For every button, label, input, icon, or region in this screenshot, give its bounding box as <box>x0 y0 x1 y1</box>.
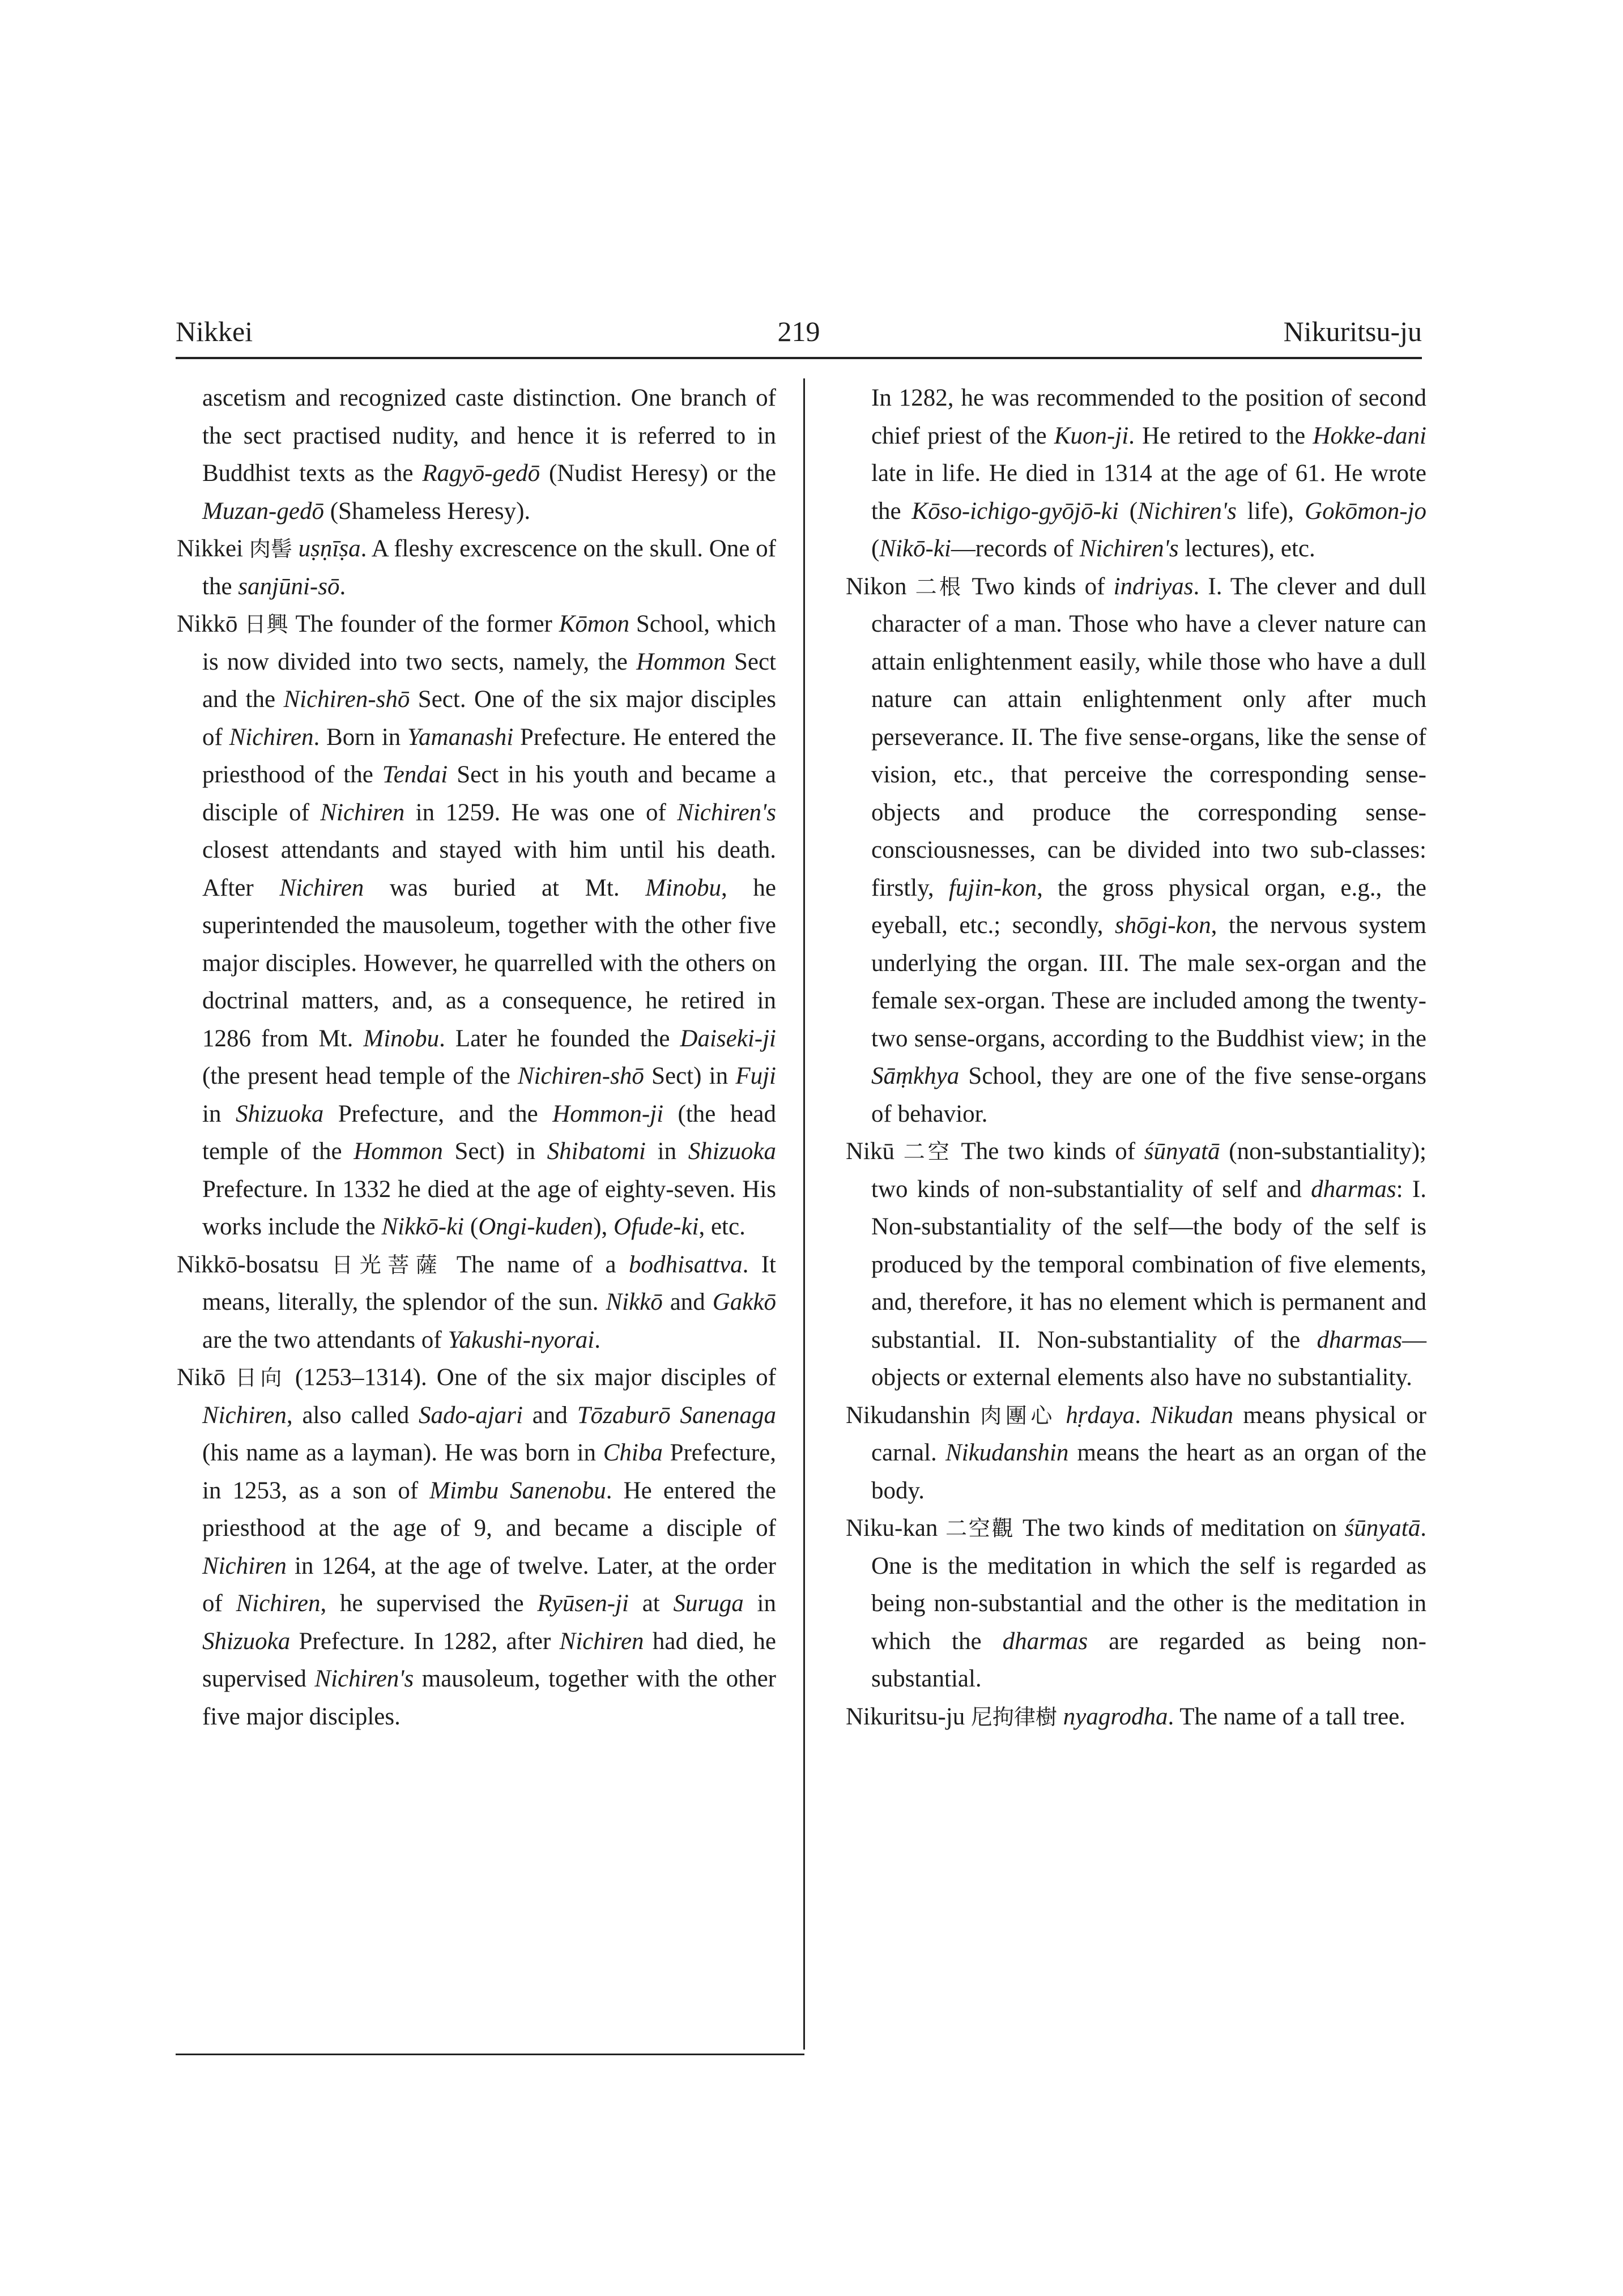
header-rule <box>176 357 1422 359</box>
entry-definition: The two kinds of śūnyatā (non-substantiality); two kinds of non-substantiality of self and dharmas: I. Non-substantiality of the self—the body of the self is produced by the temporal combination of five elements, and, therefore, it has no element which is permanent and substantial. II. Non-substantiality of the dharmas—objects or external elements also have no substantiality. <box>871 1138 1426 1391</box>
running-head <box>176 309 1422 354</box>
entry-definition: nyagrodha. The name of a tall tree. <box>1063 1703 1405 1730</box>
entry-headword: Nikuritsu-ju <box>846 1703 965 1730</box>
right-column <box>846 380 1426 1736</box>
dictionary-entry <box>846 568 1426 1134</box>
dictionary-entry <box>846 1133 1426 1397</box>
entry-headword: Nikudanshin <box>846 1402 970 1429</box>
entry-definition: The two kinds of meditation on śūnyatā. One is the meditation in which the self is regarded as being non-substantial and the other is the meditation in which the dharmas are regarded as being non-substantial. <box>871 1515 1427 1692</box>
entry-headword: Nikkei <box>177 535 244 562</box>
entry-kanji: 日光菩薩 <box>331 1252 444 1277</box>
continued-entry-text <box>846 380 1426 568</box>
entry-definition: The founder of the former Kōmon School, which is now divided into two sects, namely, the Hommon Sect and the Nichiren-shō Sect. One of the six major disciples of Nichiren. Born in Yamanashi Prefecture. He entered the priesthood of the Tendai Sect in his youth and became a disciple of Nichiren in 1259. He was one of Nichiren's closest attendants and stayed with him until his death. After Nichiren was buried at Mt. Minobu, he superintended the mausoleum, together with the other five major disciples. However, he quarrelled with the others on doctrinal matters, and, as a consequence, he retired in 1286 from Mt. Minobu. Later he founded the Daiseki-ji (the present head temple of the Nichiren-shō Sect) in Fuji in Shizuoka Prefecture, and the Hommon-ji (the head temple of the Hommon Sect) in Shibatomi in Shizuoka Prefecture. In 1332 he died at the age of eighty-seven. His works include the Nikkō-ki (Ongi-kuden), Ofude-ki, etc. <box>202 611 777 1240</box>
entry-definition: hṛdaya. Nikudan means physical or carnal. Nikudanshin means the heart as an organ of the body. <box>871 1402 1426 1504</box>
header-right-guide-word: Nikuritsu-ju <box>1283 316 1422 347</box>
entry-definition: (1253–1314). One of the six major disciples of Nichiren, also called Sado-ajari and Tōzaburō Sanenaga (his name as a layman). He was born in Chiba Prefecture, in 1253, as a son of Mimbu Sanenobu. He entered the priesthood at the age of 9, and became a disciple of Nichiren in 1264, at the age of twelve. Later, at the order of Nichiren, he supervised the Ryūsen-ji at Suruga in Shizuoka Prefecture. In 1282, after Nichiren had died, he supervised Nichiren's mausoleum, together with the other five major disciples. <box>202 1364 777 1730</box>
entry-headword: Nikō <box>177 1364 225 1391</box>
entry-headword: Niku-kan <box>846 1515 938 1541</box>
continued-entry-text <box>177 380 776 530</box>
entry-headword: Nikon <box>846 573 907 600</box>
entry-kanji: 肉團心 <box>980 1403 1056 1428</box>
dictionary-entry <box>177 530 776 606</box>
dictionary-entry <box>177 1359 776 1736</box>
entry-definition: In 1282, he was recommended to the position of second chief priest of the Kuon-ji. He retired to the Hokke-dani late in life. He died in 1314 at the age of 61. He wrote the Kōso-ichigo-gyōjō-ki (Nichiren's life), Gokōmon-jo (Nikō-ki—records of Nichiren's lectures), etc. <box>871 385 1426 562</box>
entry-kanji: 二空 <box>903 1139 952 1164</box>
dictionary-entry <box>846 1397 1426 1510</box>
entry-definition: uṣṇīṣa. A fleshy excrescence on the skull. One of the sanjūni-sō. <box>202 535 776 600</box>
left-column <box>177 380 776 1736</box>
dictionary-entry <box>177 1246 776 1360</box>
dictionary-entry <box>846 1510 1426 1698</box>
entry-definition: ascetism and recognized caste distinction. One branch of the sect practised nudity, and hence it is referred to in Buddhist texts as the Ragyō-gedō (Nudist Heresy) or the Muzan-gedō (Shameless Heresy). <box>202 385 776 525</box>
dictionary-entry <box>846 1698 1426 1736</box>
column-divider <box>803 378 805 2050</box>
entry-kanji: 肉髻 <box>249 536 292 561</box>
entry-kanji: 二空觀 <box>945 1516 1015 1541</box>
dictionary-entry <box>177 606 776 1246</box>
entry-kanji: 日興 <box>244 612 289 637</box>
entry-headword: Nikkō-bosatsu <box>177 1251 319 1278</box>
entry-definition: Two kinds of indriyas. I. The clever and dull character of a man. Those who have a clever nature can attain enlightenment easily, while those who have a dull nature can attain enlightenment only after much perseverance. II. The five sense-organs, like the sense of vision, etc., that perceive the corresponding sense-objects and produce the corresponding sense-consciousnesses, can be divided into two sub-classes: firstly, fujin-kon, the gross physical organ, e.g., the eyeball, etc.; secondly, shōgi-kon, the nervous system underlying the organ. III. The male sex-organ and the female sex-organ. These are included among the twenty-two sense-organs, according to the Buddhist view; in the Sāṃkhya School, they are one of the five sense-organs of behavior. <box>871 573 1426 1127</box>
page-number: 219 <box>777 316 820 347</box>
entry-kanji: 日向 <box>235 1365 286 1390</box>
header-left-guide-word: Nikkei <box>176 316 253 347</box>
footer-rule <box>176 2054 804 2055</box>
entry-headword: Nikū <box>846 1138 894 1165</box>
entry-kanji: 尼拘律樹 <box>970 1704 1057 1730</box>
entry-kanji: 二根 <box>915 574 964 599</box>
entry-headword: Nikkō <box>177 611 238 637</box>
entry-definition: The name of a bodhisattva. It means, literally, the splendor of the sun. Nikkō and Gakkō are the two attendants of Yakushi-nyorai. <box>202 1251 776 1353</box>
